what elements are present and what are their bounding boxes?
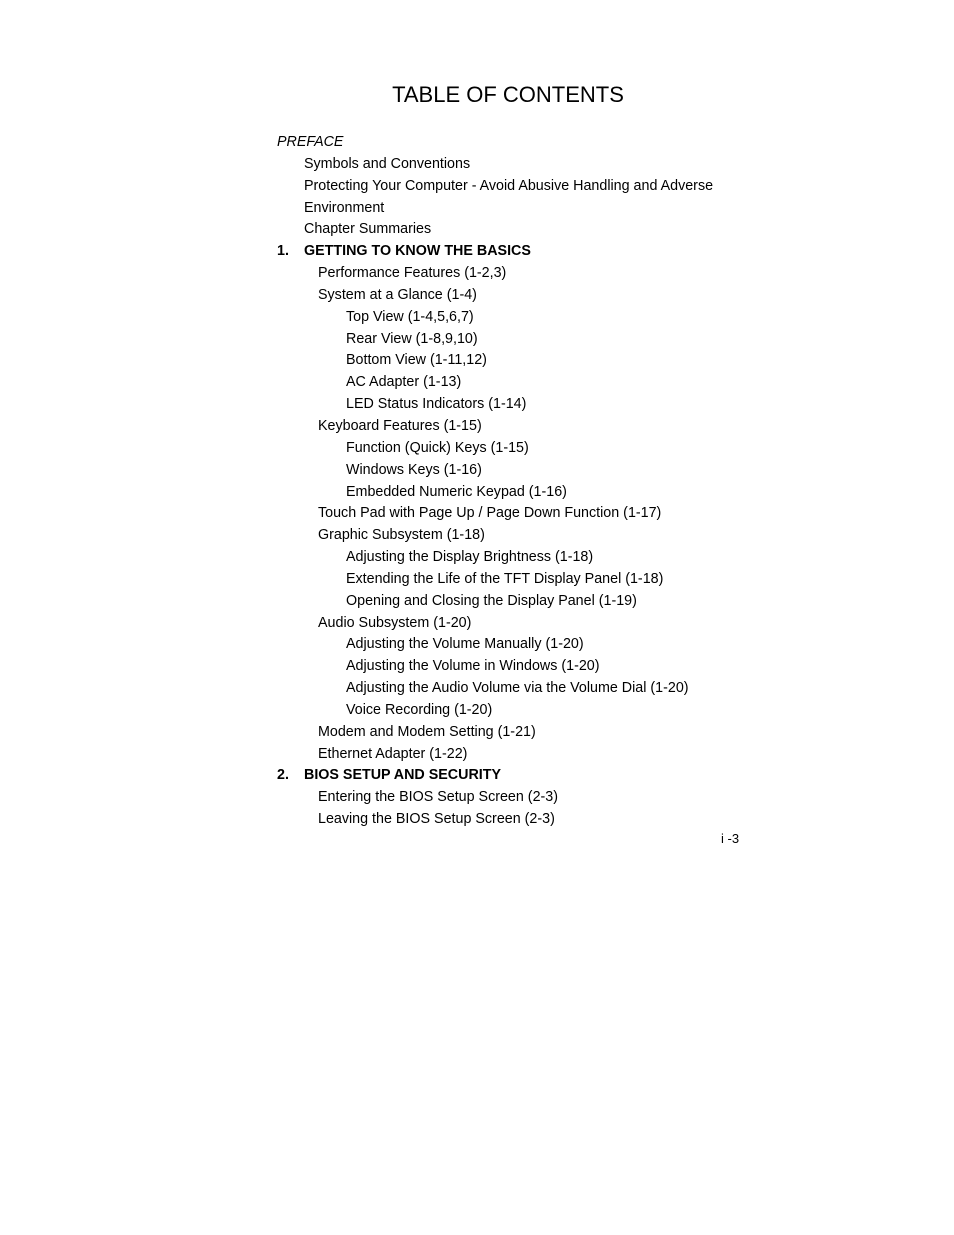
toc-entry: Chapter Summaries	[304, 221, 432, 238]
toc-subentry: Top View (1-4,5,6,7)	[346, 308, 474, 325]
toc-entry: Symbols and Conventions	[304, 155, 471, 172]
chapter-number: 1.	[277, 243, 289, 260]
toc-entry: Keyboard Features (1-15)	[318, 417, 482, 434]
toc-subentry: Adjusting the Volume in Windows (1-20)	[346, 658, 600, 675]
chapter-title: GETTING TO KNOW THE BASICS	[304, 243, 531, 260]
toc-subentry: Windows Keys (1-16)	[346, 461, 482, 478]
toc-entry: Leaving the BIOS Setup Screen (2-3)	[318, 811, 555, 828]
toc-subentry: Opening and Closing the Display Panel (1-19)	[346, 592, 637, 609]
table-of-contents	[277, 132, 757, 831]
toc-chapter-heading	[277, 241, 757, 263]
toc-subentry: Extending the Life of the TFT Display Panel (1-18)	[346, 570, 664, 587]
toc-subentry: Rear View (1-8,9,10)	[346, 330, 478, 347]
toc-entry: Protecting Your Computer - Avoid Abusive Handling and Adverse	[304, 177, 714, 194]
toc-subentry: AC Adapter (1-13)	[346, 374, 462, 391]
toc-entry: Entering the BIOS Setup Screen (2-3)	[318, 789, 558, 806]
toc-subentry: Bottom View (1-11,12)	[346, 352, 487, 369]
toc-entry: Touch Pad with Page Up / Page Down Function (1-17)	[318, 505, 662, 522]
page-number: i -3	[721, 831, 740, 846]
toc-entry: Performance Features (1-2,3)	[318, 265, 507, 282]
toc-chapter-heading	[277, 765, 757, 787]
toc-subentry: Function (Quick) Keys (1-15)	[346, 439, 529, 456]
page-title: TABLE OF CONTENTS	[392, 82, 624, 107]
toc-entry: System at a Glance (1-4)	[318, 286, 477, 303]
toc-subentry: Adjusting the Audio Volume via the Volume Dial (1-20)	[346, 680, 689, 697]
toc-entry: Audio Subsystem (1-20)	[318, 614, 472, 631]
toc-subentry: LED Status Indicators (1-14)	[346, 396, 527, 413]
toc-entry: Modem and Modem Setting (1-21)	[318, 723, 536, 740]
toc-subentry: Voice Recording (1-20)	[346, 701, 493, 718]
toc-entry: Graphic Subsystem (1-18)	[318, 527, 485, 544]
toc-section-heading: PREFACE	[277, 134, 344, 150]
toc-subentry: Embedded Numeric Keypad (1-16)	[346, 483, 567, 500]
chapter-title: BIOS SETUP AND SECURITY	[304, 767, 502, 784]
toc-subentry: Adjusting the Display Brightness (1-18)	[346, 549, 594, 566]
chapter-number: 2.	[277, 767, 289, 784]
toc-entry: Environment	[304, 199, 385, 216]
toc-subentry: Adjusting the Volume Manually (1-20)	[346, 636, 584, 653]
toc-entry: Ethernet Adapter (1-22)	[318, 745, 468, 762]
